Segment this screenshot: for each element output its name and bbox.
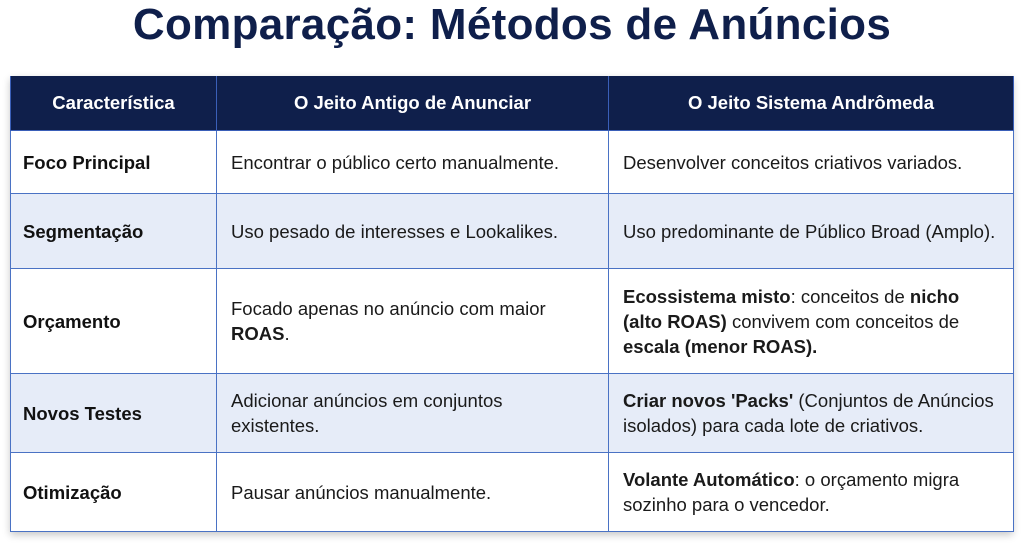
- table-header-row: [11, 76, 1014, 131]
- table-row: [11, 269, 1014, 374]
- old-method-cell: Uso pesado de interesses e Lookalikes.: [217, 194, 609, 269]
- table-row: [11, 131, 1014, 194]
- old-method-cell: Adicionar anúncios em conjuntos existentes.: [217, 374, 609, 453]
- table-row: [11, 194, 1014, 269]
- new-method-cell: Uso predominante de Público Broad (Amplo).: [609, 194, 1014, 269]
- table-row: [11, 374, 1014, 453]
- new-method-emphasis-2: nicho (alto ROAS): [623, 285, 960, 332]
- old-method-cell: Encontrar o público certo manualmente.: [217, 131, 609, 194]
- table-row: [11, 453, 1014, 532]
- feature-cell: Orçamento: [11, 269, 217, 374]
- new-method-cell: [609, 374, 1014, 453]
- old-method-text: Focado apenas no anúncio com maior: [231, 298, 546, 319]
- new-method-emphasis-1: Ecossistema misto: [623, 285, 791, 307]
- new-method-text: : o orçamento migra sozinho para o vencedor.: [623, 469, 960, 515]
- new-method-cell: [609, 453, 1014, 532]
- new-method-text: (Conjuntos de Anúncios isolados) para cada lote de criativos.: [623, 390, 994, 436]
- comparison-table: [10, 76, 1013, 532]
- new-method-emphasis: Volante Automático: [623, 469, 795, 490]
- feature-cell: Foco Principal: [11, 131, 217, 194]
- new-method-cell: Desenvolver conceitos criativos variados.: [609, 131, 1014, 194]
- old-method-emphasis: ROAS: [231, 323, 285, 344]
- feature-cell: Otimização: [11, 453, 217, 532]
- feature-cell: Segmentação: [11, 194, 217, 269]
- new-method-text-1: : conceitos de: [790, 285, 910, 307]
- feature-cell: Novos Testes: [11, 374, 217, 453]
- header-new-method: O Jeito Sistema Andrômeda: [609, 76, 1014, 131]
- new-method-cell: [609, 269, 1014, 374]
- page-title: Comparação: Métodos de Anúncios: [132, 0, 892, 49]
- header-old-method: O Jeito Antigo de Anunciar: [217, 76, 609, 131]
- new-method-emphasis-3: escala (menor ROAS).: [623, 335, 818, 357]
- new-method-emphasis: Criar novos 'Packs': [623, 390, 794, 411]
- old-method-cell: Pausar anúncios manualmente.: [217, 453, 609, 532]
- new-method-text-2: convivem com conceitos de: [726, 310, 960, 332]
- header-feature: Característica: [11, 76, 217, 131]
- old-method-cell: [217, 269, 609, 374]
- old-method-text-end: .: [284, 323, 290, 344]
